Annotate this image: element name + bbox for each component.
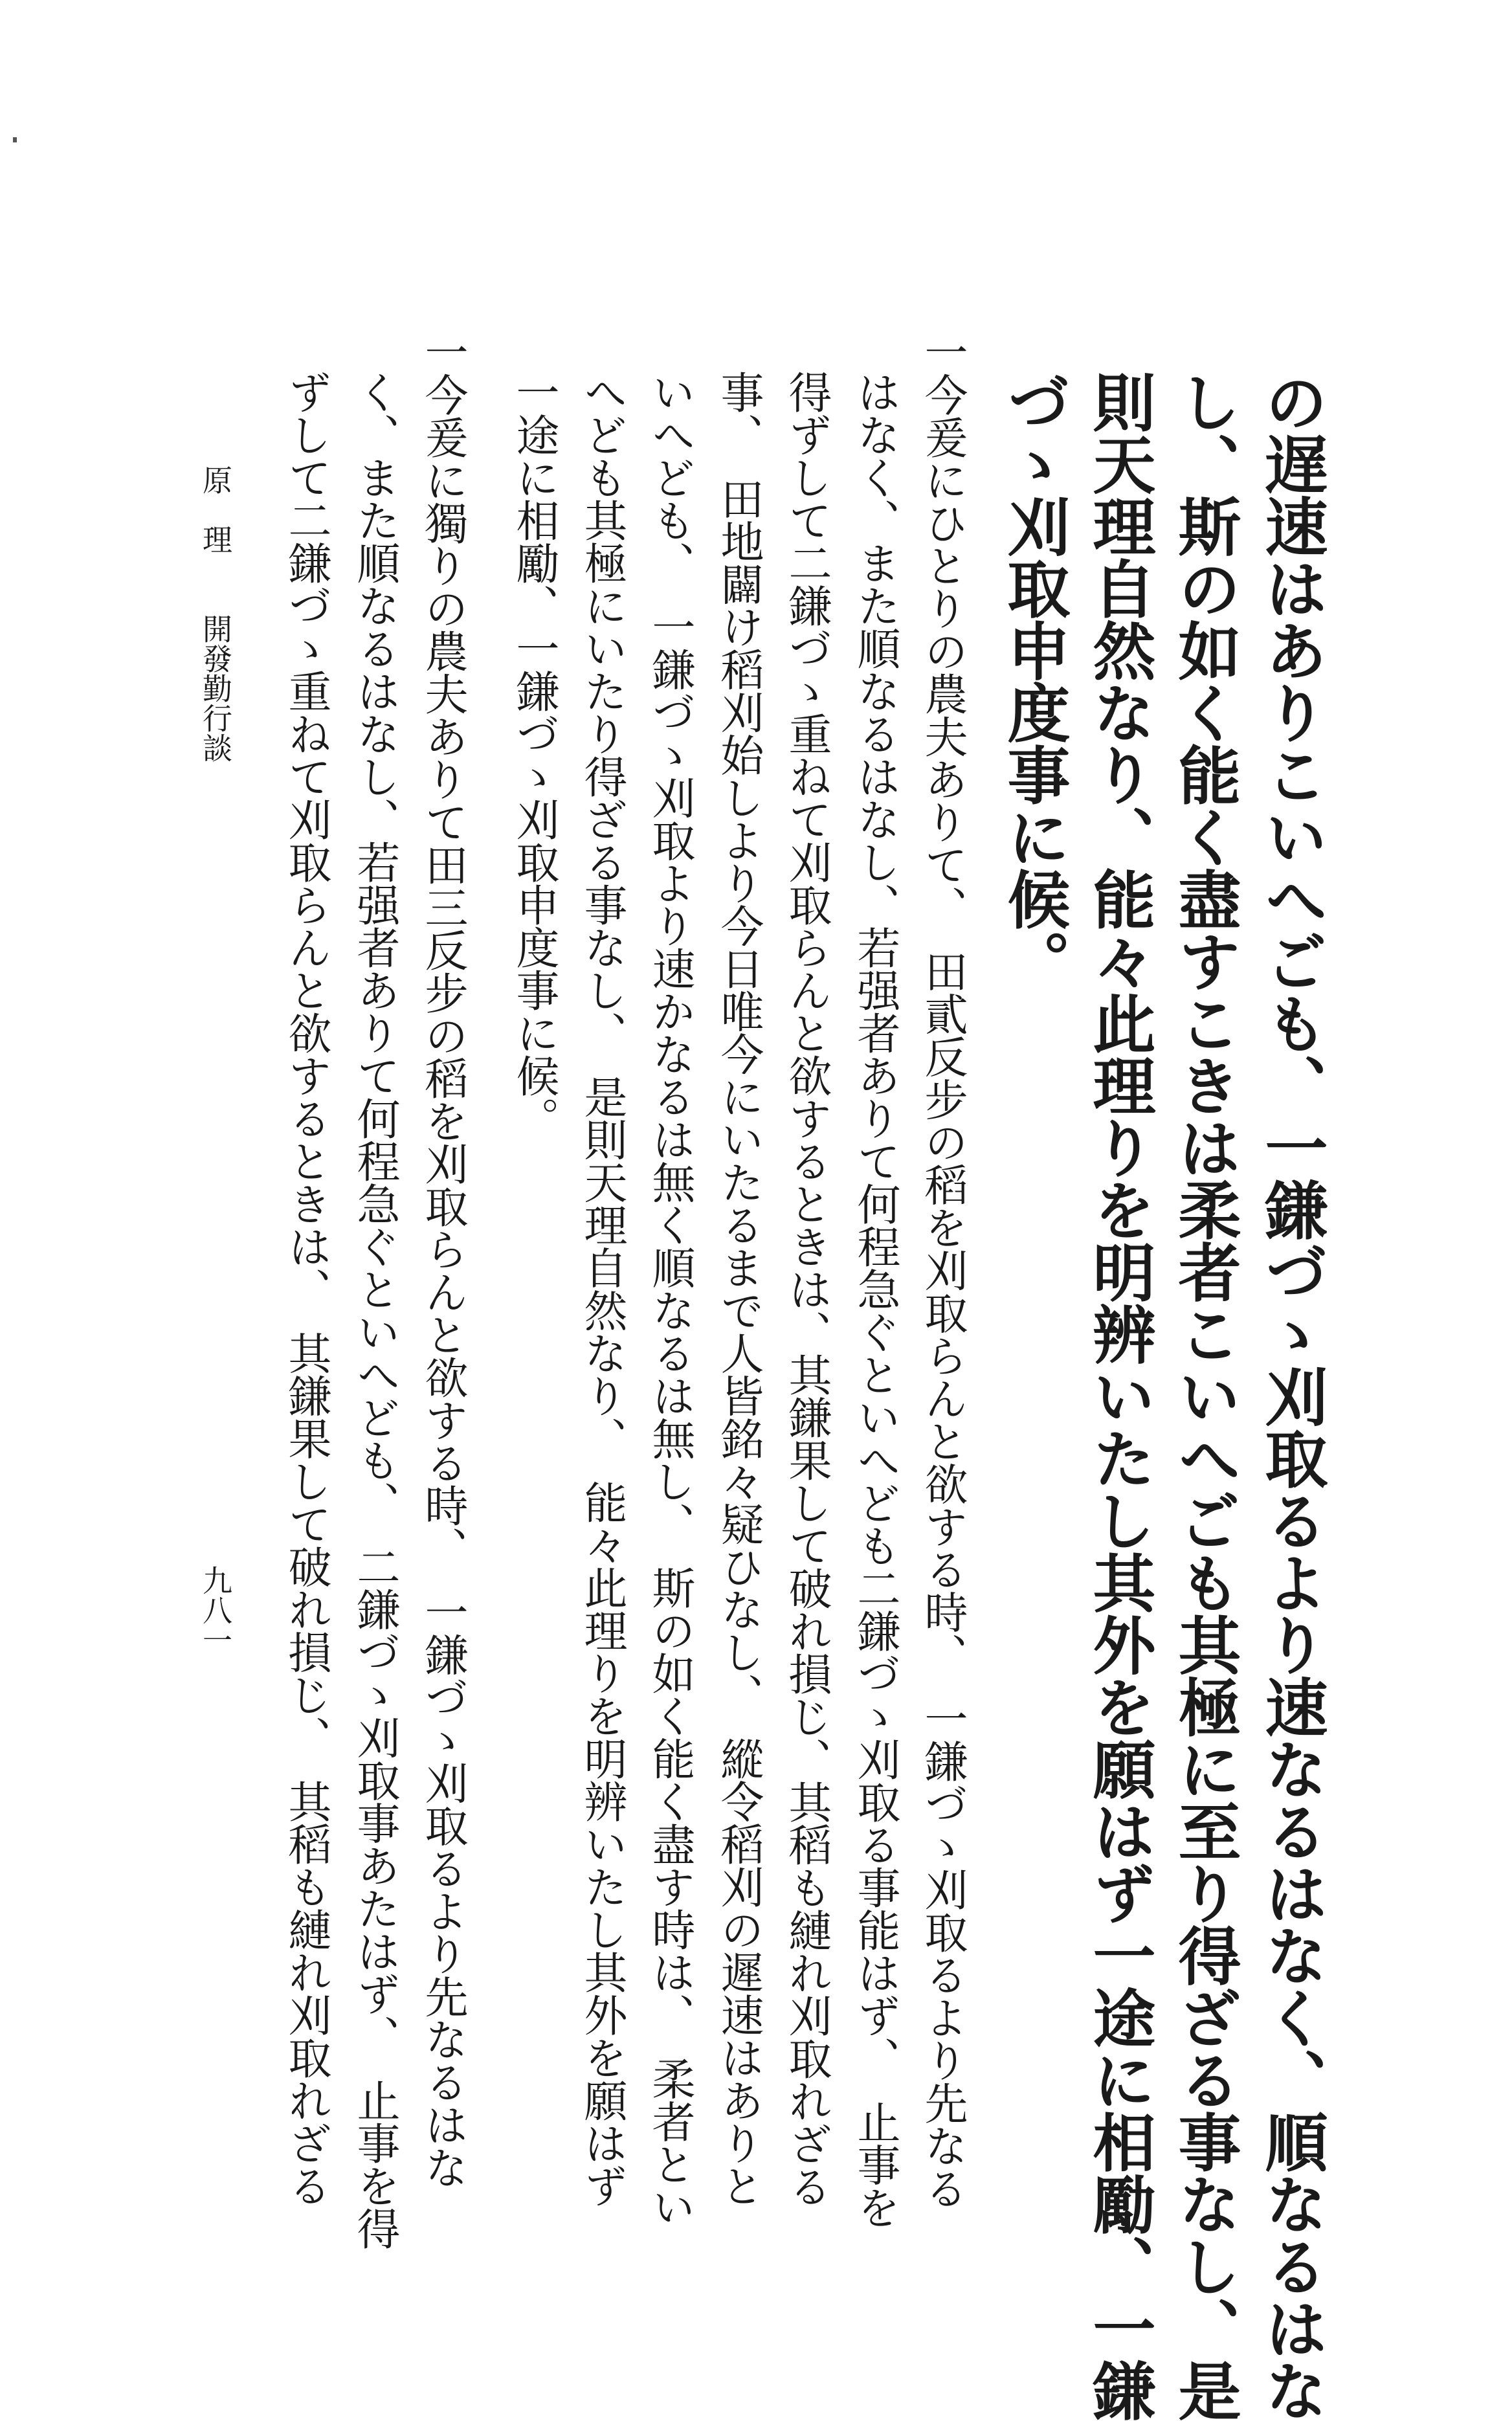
small-text-column-3: 得ずして二鎌づゝ重ねて刈取らんと欲するときは、其鎌果して破れ損じ、其稻も縺れ刈取れざる — [782, 370, 832, 2207]
small-text-column-6: へども其極にいたり得ざる事なし、 是則天理自然なり、 能々此理りを明辨いたし其外を願はず — [577, 370, 628, 2207]
small-text-column-9: く、また順なるはなし、若强者ありて何程急ぐといへども、 二鎌づゝ刈取事あたはず、 止事を得 — [350, 370, 401, 2249]
page-number: 九八一 — [198, 1565, 233, 1655]
small-text-column-7: 一途に相勵、一鎌づゝ刈取申度事に候。 — [509, 370, 560, 1139]
large-text-column-2: し、斯の如く能く盡すこきは柔者こいへごも其極に至り得ざる事なし、是 — [1168, 370, 1241, 2421]
small-text-column-1: 一今爰にひとりの農夫ありて、 田貳反步の稻を刈取らんと欲する時、 一鎌づゝ刈取るより先なる — [918, 330, 968, 2209]
large-text-column-1: の遅速はありこいへごも、一鎌づゝ刈取るより速なるはなく、順なるはな — [1254, 370, 1328, 2421]
small-text-column-8: 一今爰に獨りの農夫ありて田三反步の稻を刈取らんと欲する時、 一鎌づゝ刈取るより先なるはな — [418, 330, 469, 2189]
margin-mark — [13, 137, 17, 142]
small-text-column-10: ずして二鎌づゝ重ねて刈取らんと欲するときは、 其鎌果して破れ損じ、 其稻も縺れ刈取れざる — [282, 370, 332, 2207]
small-text-column-2: はなく、また順なるはなし、若强者ありて何程急ぐといへども二鎌づゝ刈取る事能はず、 止事を — [850, 370, 901, 2229]
small-text-column-5: いへども、 一鎌づゝ刈取より速かなるは無く順なるは無し、 斯の如く能く盡す時は、 柔者とい — [645, 370, 696, 2228]
small-text-column-4: 事、 田地闢け稻刈始しより今日唯今にいたるまで人皆銘々疑ひなし、 縱令稻刈の遲速はありと — [714, 370, 764, 2207]
large-text-column-3: 則天理自然なり、能々此理りを明辨いたし其外を願はず一途に相勵、一鎌 — [1082, 370, 1156, 2421]
running-head: 原 理 開發勤行談 — [198, 465, 233, 763]
large-text-column-4: づゝ刈取申度事に候。 — [997, 370, 1071, 992]
